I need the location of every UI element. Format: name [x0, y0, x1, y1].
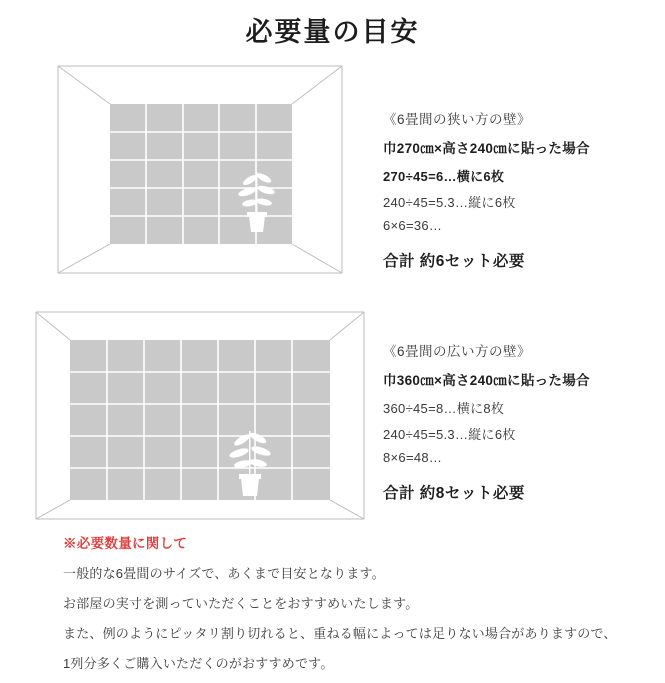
block-heading: 《6畳間の広い方の壁》	[383, 344, 532, 359]
room-wide-wall-illustration	[30, 308, 370, 523]
block-total: 合計 約8セット必要	[383, 485, 525, 502]
notes-title: ※必要数量に関して	[63, 536, 188, 551]
room-wide-wall-svg	[30, 308, 370, 523]
room-narrow-wall-illustration	[50, 62, 350, 277]
block-subheading: 巾360㎝×高さ240㎝に貼った場合	[383, 373, 590, 388]
block-subheading: 巾270㎝×高さ240㎝に貼った場合	[383, 141, 590, 156]
text-block-wide-wall	[383, 340, 663, 503]
notes-line: お部屋の実寸を測っていただくことをおすすめいたします。	[63, 596, 419, 611]
notes-line: また、例のようにピッタリ割り切れると、重ねる幅によっては足りない場合がありますので、	[63, 626, 617, 641]
text-block-narrow-wall	[383, 108, 663, 271]
room-narrow-wall-svg	[50, 62, 350, 277]
calc-line: 240÷45=5.3…縦に6枚	[383, 427, 516, 442]
calc-line: 6×6=36…	[383, 218, 443, 233]
page-title: 必要量の目安	[245, 17, 420, 47]
block-heading: 《6畳間の狭い方の壁》	[383, 112, 532, 127]
calc-line: 360÷45=8…横に8枚	[383, 401, 505, 416]
notes-line: 一般的な6畳間のサイズで、あくまで目安となります。	[63, 566, 385, 581]
calc-line: 270÷45=6…横に6枚	[383, 169, 505, 184]
block-total: 合計 約6セット必要	[383, 253, 525, 270]
notes-section	[63, 532, 623, 683]
calc-line: 8×6=48…	[383, 450, 443, 465]
notes-line: 1列分多くご購入いただくのがおすすめです。	[63, 656, 334, 671]
calc-line: 240÷45=5.3…縦に6枚	[383, 195, 516, 210]
